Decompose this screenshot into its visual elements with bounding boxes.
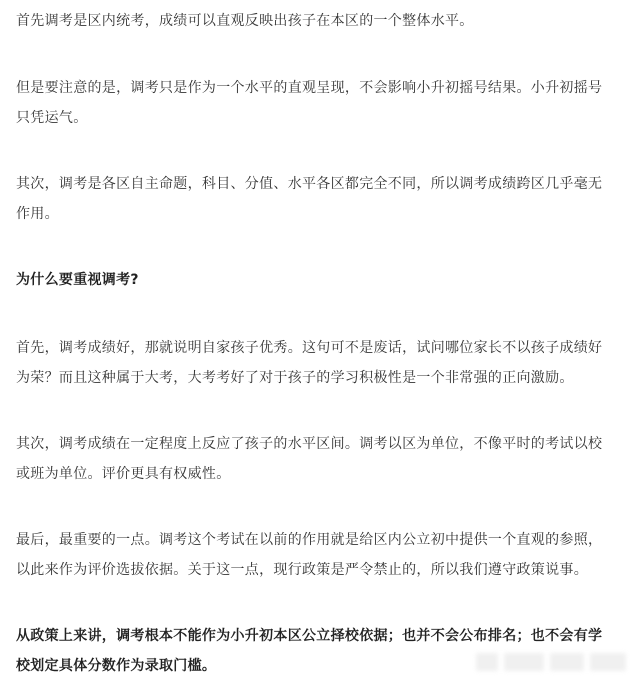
paragraph-reason-last: 最后，最重要的一点。调考这个考试在以前的作用就是给区内公立初中提供一个直观的参照，以此来作为评价选拔依据。关于这一点，现行政策是严令禁止的，所以我们遵守政策说事。 [16, 532, 603, 578]
paragraph-policy-conclusion: 从政策上来讲，调考根本不能作为小升初本区公立择校依据；也并不会公布排名；也不会有学校划定具体分数作为录取门槛。 [16, 628, 603, 674]
paragraph-district-differences: 其次，调考是各区自主命题，科目、分值、水平各区都完全不同，所以调考成绩跨区几乎毫无作用。 [16, 176, 603, 222]
blurred-watermark [476, 649, 626, 675]
paragraph-exam-overview: 首先调考是区内统考，成绩可以直观反映出孩子在本区的一个整体水平。 [16, 13, 474, 29]
section-heading-why-important: 为什么要重视调考? [16, 272, 139, 288]
paragraph-reason-second: 其次，调考成绩在一定程度上反应了孩子的水平区间。调考以区为单位，不像平时的考试以校或班为单位。评价更具有权威性。 [16, 436, 603, 482]
paragraph-reason-first: 首先，调考成绩好，那就说明自家孩子优秀。这句可不是废话，试问哪位家长不以孩子成绩好为荣？而且这种属于大考，大考考好了对于孩子的学习积极性是一个非常强的正向激励。 [16, 340, 603, 386]
paragraph-lottery-note: 但是要注意的是，调考只是作为一个水平的直观呈现，不会影响小升初摇号结果。小升初摇号只凭运气。 [16, 80, 603, 126]
